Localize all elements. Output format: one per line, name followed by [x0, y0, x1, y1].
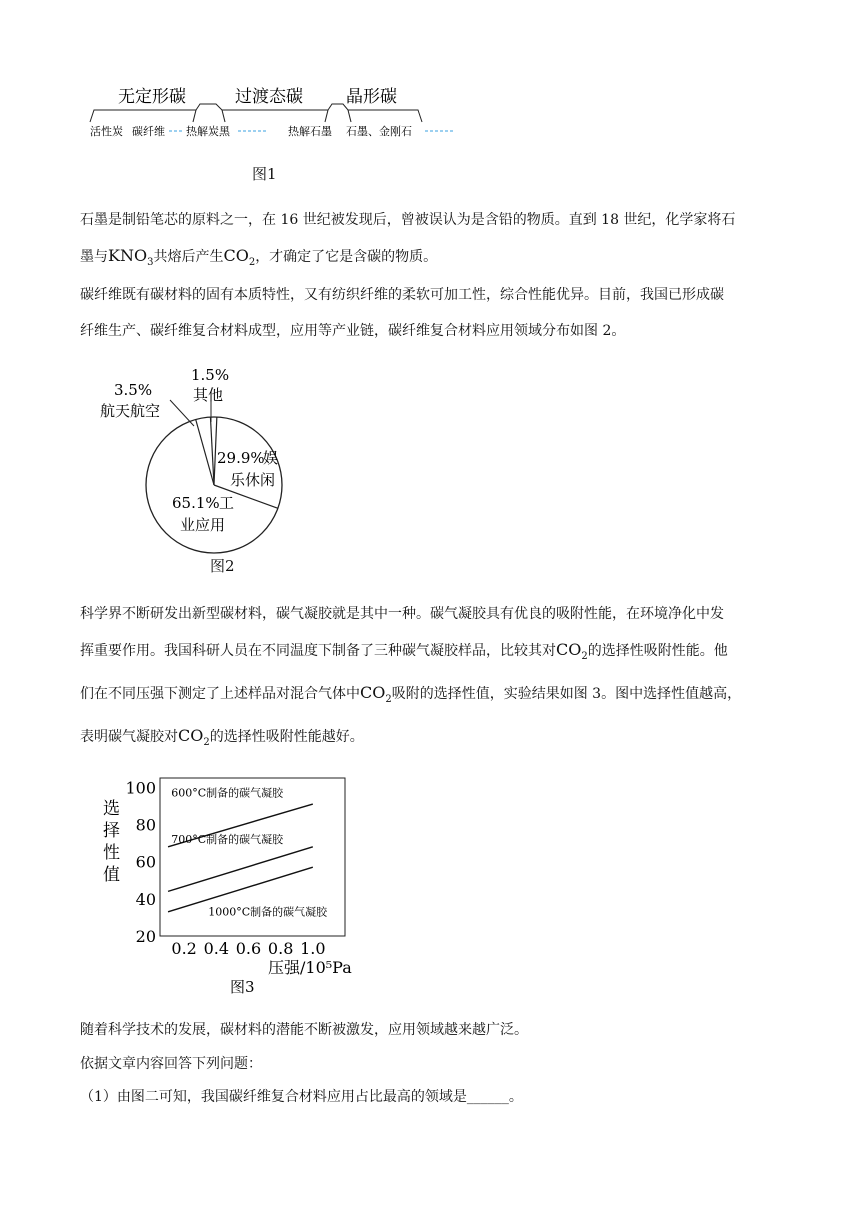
label-industry-name: 工业应用 — [180, 494, 235, 534]
y-tick-label: 40 — [135, 889, 156, 909]
x-tick-label: 0.4 — [203, 939, 230, 958]
category-amorphous: 无定形碳 — [118, 87, 186, 107]
x-tick-label: 0.2 — [171, 939, 197, 958]
paragraph-carbon-aerogel: 科学界不断研发出新型碳材料，碳气凝胶就是其中一种。碳气凝胶具有优良的吸附性能，在环境净化中发 挥重要作用。我国科研人员在不同温度下制备了三种碳气凝胶样品，比较其对$CO_2$的选择性吸附性能。他 们在不同压强下测定了上述样品对混合气体中$CO_2$吸附的选择性值，实验结果如图 3。图中选择性值越高， 表明碳气凝胶对$CO_2$的选择性吸附性能越好。 — [80, 606, 742, 748]
y-tick-label: 80 — [135, 815, 156, 835]
x-tick-label: 1.0 — [300, 939, 326, 958]
label-leisure-name: 娱乐休闲 — [230, 449, 279, 489]
label-other-name: 其他 — [193, 386, 224, 404]
x-tick-label: 0.8 — [267, 939, 294, 958]
item-activated-carbon: 活性炭 — [90, 125, 123, 138]
paragraph-instruction: 依据文章内容回答下列问题： — [80, 1056, 262, 1072]
y-tick-label: 60 — [135, 852, 156, 872]
series-line — [168, 847, 313, 892]
item-graphite-diamond: 石墨、金刚石 — [346, 125, 412, 138]
item-carbon-fiber: 碳纤维 — [132, 125, 165, 138]
label-leisure-pct: 29.9% — [217, 449, 265, 467]
y-tick-label: 100 — [125, 778, 156, 798]
label-aerospace-pct: 3.5% — [114, 381, 153, 399]
item-pyrolytic-graphite: 热解石墨 — [288, 125, 332, 138]
series-label: 1000°C制备的碳气凝胶 — [208, 905, 328, 919]
label-aerospace-name: 航天航空 — [100, 402, 161, 420]
y-axis-label-char: 选 — [103, 799, 120, 819]
pie-chart — [80, 360, 310, 580]
y-axis-label-char: 性 — [103, 843, 120, 863]
item-pyrolytic-carbon-black: 热解炭黑 — [186, 125, 230, 138]
y-axis-label-char: 择 — [103, 821, 120, 841]
label-industry-pct: 65.1% — [172, 494, 220, 512]
figure3-caption: 图3 — [230, 978, 255, 996]
series-label: 600°C制备的碳气凝胶 — [171, 786, 284, 800]
figure2-caption: 图2 — [210, 557, 235, 575]
line-chart — [95, 770, 395, 1000]
x-tick-label: 0.6 — [235, 939, 262, 958]
category-transitional: 过渡态碳 — [235, 87, 303, 107]
paragraph-carbon-fiber: 碳纤维既有碳材料的固有本质特性，又有纺织纤维的柔软可加工性，综合性能优异。目前，我国已形成碳 纤维生产、碳纤维复合材料成型，应用等产业链，碳纤维复合材料应用领域分布如图 2。 — [80, 287, 724, 339]
y-axis-label-char: 值 — [103, 865, 120, 885]
question-1: （1）由图二可知，我国碳纤维复合材料应用占比最高的领域是______。 — [80, 1089, 523, 1105]
category-crystalline: 晶形碳 — [346, 87, 397, 107]
y-tick-label: 20 — [135, 927, 156, 946]
leader-line-aerospace — [170, 400, 194, 426]
figure1-diagram — [80, 80, 480, 150]
paragraph-graphite: 石墨是制铅笔芯的原料之一，在 16 世纪被发现后，曾被误认为是含铅的物质。直到 18 世纪，化学家将石 墨与$KNO_3$共熔后产生$CO_2$，才确定了它是含碳的物质。 — [80, 212, 736, 268]
series-label: 700°C制备的碳气凝胶 — [171, 833, 284, 847]
figure1-caption: 图1 — [252, 165, 277, 183]
x-axis-label: 压强/10⁵Pa — [268, 958, 352, 977]
label-other-pct: 1.5% — [191, 366, 230, 384]
paragraph-outlook: 随着科学技术的发展，碳材料的潜能不断被激发，应用领域越来越广泛。 — [80, 1022, 528, 1038]
